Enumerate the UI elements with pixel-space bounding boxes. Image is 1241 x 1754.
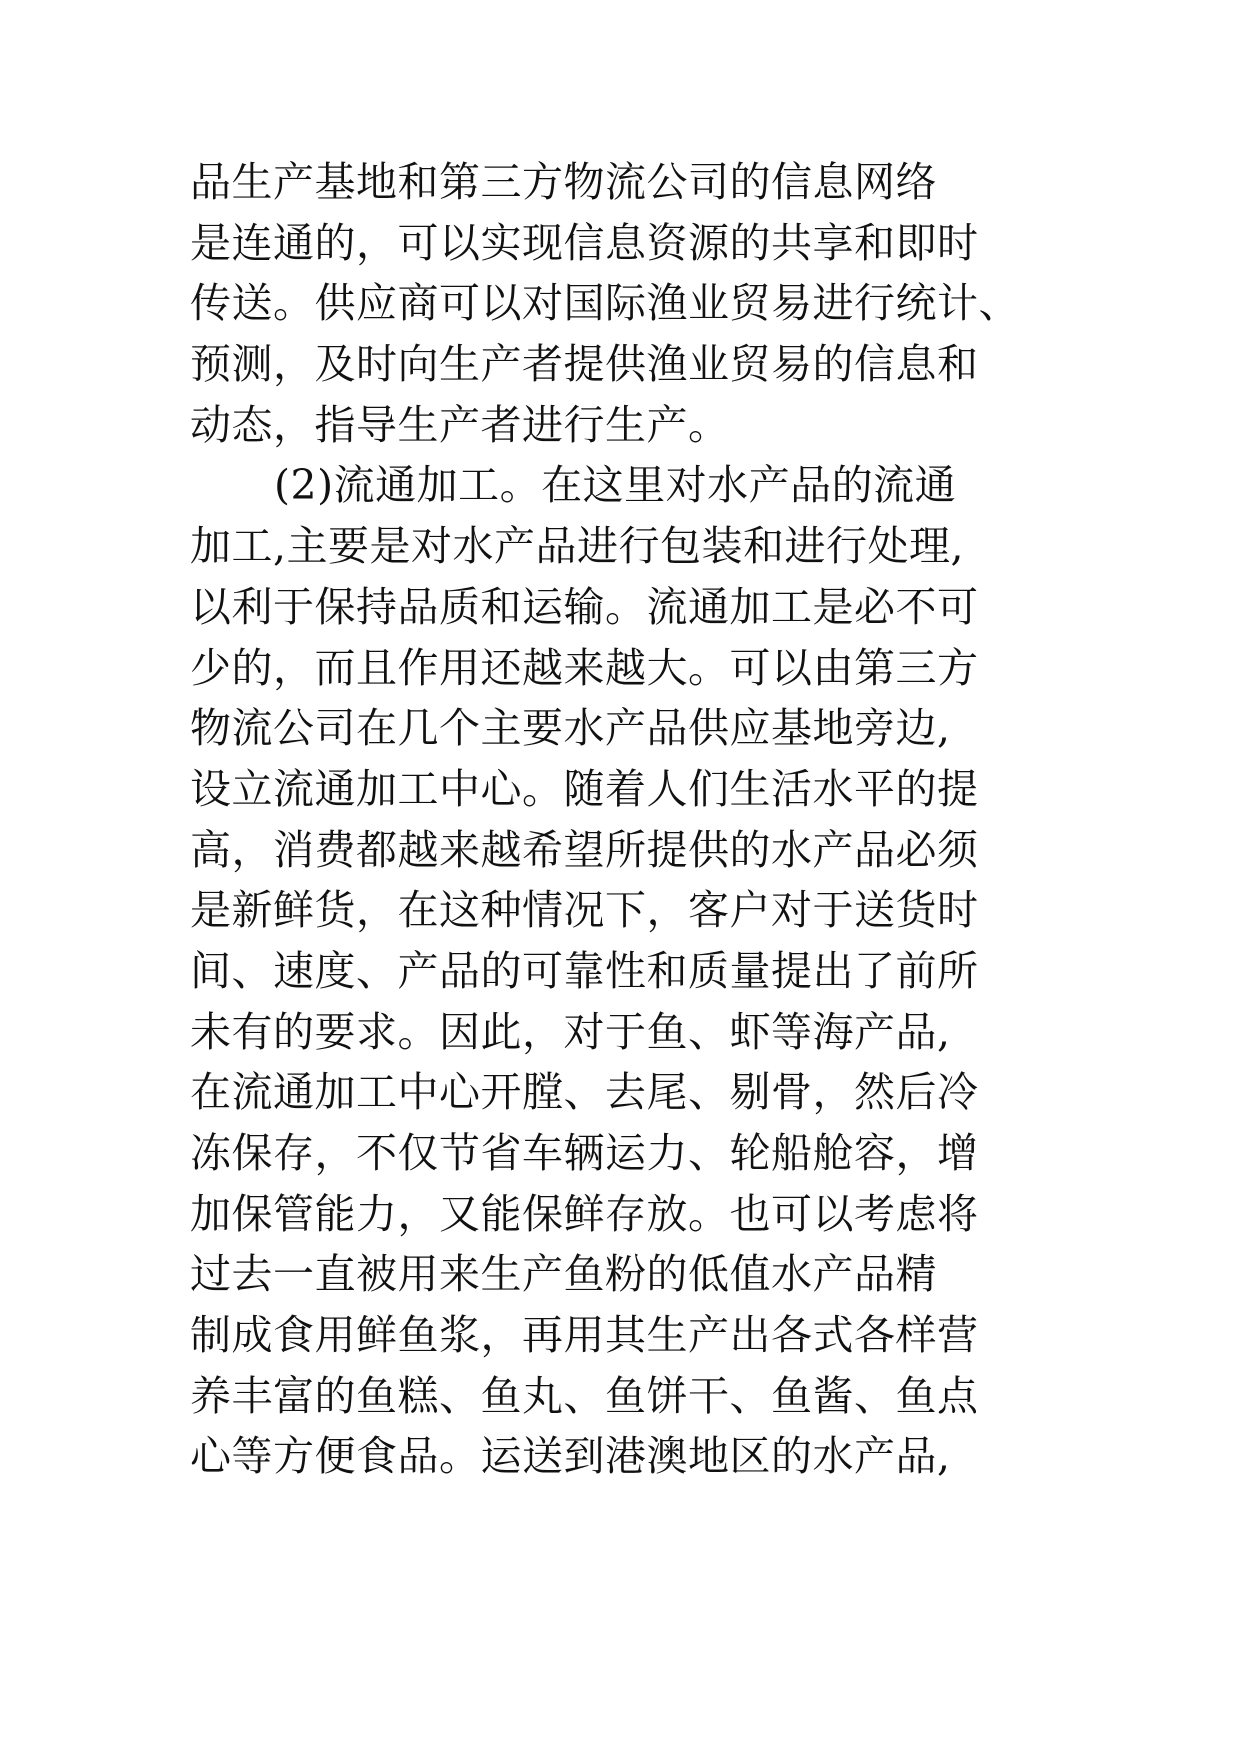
text-line: 高，消费都越来越希望所提供的水产品必须: [190, 825, 979, 874]
text-line: 未有的要求。因此，对于鱼、虾等海产品,: [190, 1007, 951, 1056]
text-line: 加工,主要是对水产品进行包装和进行处理,: [190, 522, 965, 571]
text-line: 冻保存，不仅节省车辆运力、轮船舱容，增: [190, 1129, 979, 1177]
text-line: 少的，而且作用还越来越大。可以由第三方: [190, 643, 979, 692]
text-line: 动态，指导生产者进行生产。: [190, 400, 730, 449]
text-line: 物流公司在几个主要水产品供应基地旁边,: [190, 704, 951, 753]
text-line: 间、速度、产品的可靠性和质量提出了前所: [190, 946, 979, 995]
text-line: 过去一直被用来生产鱼粉的低值水产品精: [190, 1250, 937, 1299]
text-line: 品生产基地和第三方物流公司的信息网络: [190, 158, 937, 206]
text-line: 加保管能力，又能保鲜存放。也可以考虑将: [190, 1189, 979, 1238]
text-line: 在流通加工中心开膛、去尾、剔骨，然后冷: [190, 1068, 979, 1117]
text-line: 制成食用鲜鱼浆，再用其生产出各式各样营: [190, 1311, 979, 1360]
text-line: 是新鲜货，在这种情况下，客户对于送货时: [190, 886, 979, 935]
text-line: 养丰富的鱼糕、鱼丸、鱼饼干、鱼酱、鱼点: [190, 1371, 979, 1420]
text-line: 设立流通加工中心。随着人们生活水平的提: [190, 764, 979, 813]
body-text: [190, 152, 1150, 1487]
text-line: 以利于保持品质和运输。流通加工是必不可: [190, 582, 979, 631]
text-line: 是连通的，可以实现信息资源的共享和即时: [190, 218, 979, 267]
text-line: 传送。供应商可以对国际渔业贸易进行统计、: [190, 279, 1020, 328]
text-line: 心等方便食品。运送到港澳地区的水产品,: [190, 1432, 951, 1481]
text-line: 预测，及时向生产者提供渔业贸易的信息和: [190, 340, 979, 389]
paragraph-start-line: (2)流通加工。在这里对水产品的流通: [274, 461, 957, 510]
